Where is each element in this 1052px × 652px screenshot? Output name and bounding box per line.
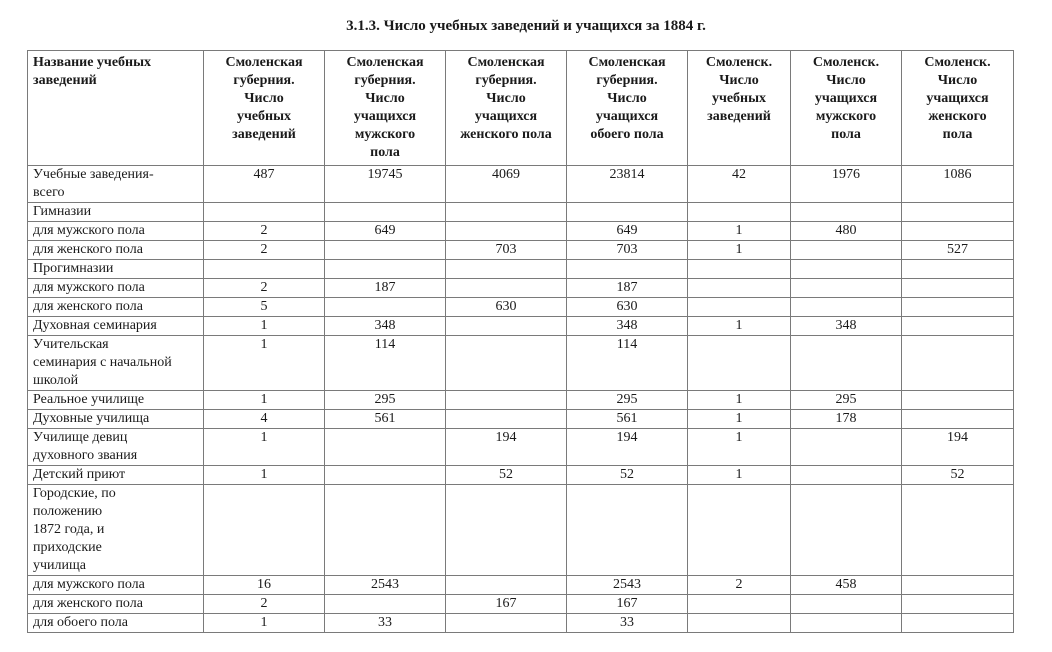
city-female-students-cell: 194 <box>902 429 1014 466</box>
city-male-students-cell <box>791 203 902 222</box>
gov-female-students-cell <box>446 576 567 595</box>
gov-female-students-cell: 52 <box>446 466 567 485</box>
gov-institutions-cell <box>204 203 325 222</box>
gov-female-students-cell: 4069 <box>446 166 567 203</box>
city-male-students-cell: 178 <box>791 410 902 429</box>
table-row <box>28 279 1014 298</box>
gov-institutions-cell: 4 <box>204 410 325 429</box>
gov-institutions-cell: 5 <box>204 298 325 317</box>
gov-female-students-cell: 194 <box>446 429 567 466</box>
gov-male-students-cell <box>325 260 446 279</box>
gov-all-students-cell: 2543 <box>567 576 688 595</box>
gov-all-students-cell <box>567 485 688 576</box>
city-institutions-cell <box>688 336 791 391</box>
city-female-students-cell <box>902 614 1014 633</box>
gov-male-students-cell: 187 <box>325 279 446 298</box>
table-row <box>28 595 1014 614</box>
city-male-students-cell <box>791 466 902 485</box>
gov-female-students-cell <box>446 222 567 241</box>
table-row <box>28 485 1014 576</box>
institution-name-cell: Духовные училища <box>28 410 204 429</box>
city-female-students-cell <box>902 260 1014 279</box>
city-institutions-cell <box>688 279 791 298</box>
city-institutions-cell: 42 <box>688 166 791 203</box>
city-female-students-cell: 527 <box>902 241 1014 260</box>
city-male-students-cell <box>791 614 902 633</box>
city-male-students-cell: 348 <box>791 317 902 336</box>
gov-male-students-cell: 649 <box>325 222 446 241</box>
table-row <box>28 241 1014 260</box>
city-female-students-cell: 1086 <box>902 166 1014 203</box>
gov-institutions-cell: 1 <box>204 614 325 633</box>
table-row <box>28 222 1014 241</box>
gov-female-students-cell <box>446 485 567 576</box>
table-row <box>28 166 1014 203</box>
table-row <box>28 576 1014 595</box>
institution-name-cell: для мужского пола <box>28 222 204 241</box>
gov-female-students-cell <box>446 336 567 391</box>
gov-all-students-cell: 52 <box>567 466 688 485</box>
gov-female-students-cell <box>446 317 567 336</box>
gov-female-students-cell <box>446 279 567 298</box>
city-male-students-cell: 458 <box>791 576 902 595</box>
gov-all-students-cell: 194 <box>567 429 688 466</box>
gov-all-students-cell: 295 <box>567 391 688 410</box>
institution-name-cell: Городские, по положению 1872 года, и приходские училища <box>28 485 204 576</box>
city-institutions-cell: 1 <box>688 241 791 260</box>
column-header-city-female-students: Смоленск. Число учащихся женского пола <box>902 51 1014 166</box>
gov-all-students-cell: 114 <box>567 336 688 391</box>
city-male-students-cell <box>791 429 902 466</box>
institution-name-cell: Гимназии <box>28 203 204 222</box>
column-header-gov-female-students: Смоленская губерния. Число учащихся женского пола <box>446 51 567 166</box>
gov-male-students-cell: 2543 <box>325 576 446 595</box>
city-female-students-cell <box>902 576 1014 595</box>
gov-institutions-cell: 2 <box>204 222 325 241</box>
gov-all-students-cell: 167 <box>567 595 688 614</box>
city-institutions-cell <box>688 260 791 279</box>
city-institutions-cell: 1 <box>688 410 791 429</box>
gov-female-students-cell <box>446 203 567 222</box>
city-female-students-cell <box>902 391 1014 410</box>
city-male-students-cell <box>791 485 902 576</box>
gov-all-students-cell <box>567 260 688 279</box>
gov-male-students-cell <box>325 485 446 576</box>
city-male-students-cell: 295 <box>791 391 902 410</box>
table-row <box>28 429 1014 466</box>
institution-name-cell: для мужского пола <box>28 279 204 298</box>
gov-male-students-cell: 295 <box>325 391 446 410</box>
gov-all-students-cell: 561 <box>567 410 688 429</box>
table-row <box>28 260 1014 279</box>
gov-institutions-cell <box>204 485 325 576</box>
gov-all-students-cell: 649 <box>567 222 688 241</box>
city-female-students-cell <box>902 336 1014 391</box>
gov-female-students-cell: 703 <box>446 241 567 260</box>
gov-male-students-cell <box>325 241 446 260</box>
city-institutions-cell <box>688 614 791 633</box>
city-female-students-cell <box>902 298 1014 317</box>
column-header-gov-institutions: Смоленская губерния. Число учебных заведений <box>204 51 325 166</box>
city-female-students-cell <box>902 317 1014 336</box>
gov-institutions-cell <box>204 260 325 279</box>
column-header-gov-all-students: Смоленская губерния. Число учащихся обоего пола <box>567 51 688 166</box>
city-institutions-cell: 1 <box>688 317 791 336</box>
institution-name-cell: для женского пола <box>28 595 204 614</box>
table-row <box>28 336 1014 391</box>
gov-male-students-cell <box>325 298 446 317</box>
city-male-students-cell <box>791 241 902 260</box>
gov-institutions-cell: 1 <box>204 466 325 485</box>
city-female-students-cell <box>902 222 1014 241</box>
gov-male-students-cell: 19745 <box>325 166 446 203</box>
column-header-city-institutions: Смоленск. Число учебных заведений <box>688 51 791 166</box>
city-male-students-cell <box>791 279 902 298</box>
institution-name-cell: Прогимназии <box>28 260 204 279</box>
table-row <box>28 317 1014 336</box>
institution-name-cell: для мужского пола <box>28 576 204 595</box>
gov-female-students-cell <box>446 410 567 429</box>
city-male-students-cell: 480 <box>791 222 902 241</box>
gov-all-students-cell: 703 <box>567 241 688 260</box>
city-male-students-cell <box>791 260 902 279</box>
city-institutions-cell: 2 <box>688 576 791 595</box>
page-title: 3.1.3. Число учебных заведений и учащихся за 1884 г. <box>346 18 706 34</box>
column-header-gov-male-students: Смоленская губерния. Число учащихся мужского пола <box>325 51 446 166</box>
city-male-students-cell: 1976 <box>791 166 902 203</box>
city-institutions-cell <box>688 203 791 222</box>
table-row <box>28 466 1014 485</box>
gov-male-students-cell <box>325 466 446 485</box>
city-female-students-cell: 52 <box>902 466 1014 485</box>
gov-female-students-cell: 630 <box>446 298 567 317</box>
gov-female-students-cell: 167 <box>446 595 567 614</box>
gov-institutions-cell: 2 <box>204 595 325 614</box>
city-female-students-cell <box>902 279 1014 298</box>
gov-institutions-cell: 1 <box>204 429 325 466</box>
city-female-students-cell <box>902 410 1014 429</box>
gov-male-students-cell: 114 <box>325 336 446 391</box>
table-row <box>28 298 1014 317</box>
gov-all-students-cell: 33 <box>567 614 688 633</box>
institution-name-cell: Учительская семинария с начальной школой <box>28 336 204 391</box>
institution-name-cell: Реальное училище <box>28 391 204 410</box>
gov-female-students-cell <box>446 614 567 633</box>
institution-name-cell: для обоего пола <box>28 614 204 633</box>
statistics-table <box>27 50 1014 633</box>
gov-all-students-cell: 23814 <box>567 166 688 203</box>
gov-male-students-cell <box>325 595 446 614</box>
city-institutions-cell: 1 <box>688 222 791 241</box>
gov-institutions-cell: 16 <box>204 576 325 595</box>
gov-male-students-cell <box>325 429 446 466</box>
institution-name-cell: Духовная семинария <box>28 317 204 336</box>
header-row <box>28 51 1014 166</box>
city-institutions-cell <box>688 298 791 317</box>
city-female-students-cell <box>902 203 1014 222</box>
gov-female-students-cell <box>446 260 567 279</box>
city-institutions-cell <box>688 485 791 576</box>
city-male-students-cell <box>791 298 902 317</box>
table-row <box>28 391 1014 410</box>
city-female-students-cell <box>902 485 1014 576</box>
city-male-students-cell <box>791 336 902 391</box>
gov-male-students-cell <box>325 203 446 222</box>
column-header-city-male-students: Смоленск. Число учащихся мужского пола <box>791 51 902 166</box>
gov-male-students-cell: 33 <box>325 614 446 633</box>
institution-name-cell: Училище девиц духовного звания <box>28 429 204 466</box>
gov-institutions-cell: 2 <box>204 279 325 298</box>
table-body <box>28 166 1014 633</box>
city-institutions-cell: 1 <box>688 466 791 485</box>
city-male-students-cell <box>791 595 902 614</box>
gov-male-students-cell: 561 <box>325 410 446 429</box>
gov-all-students-cell: 187 <box>567 279 688 298</box>
institution-name-cell: для женского пола <box>28 241 204 260</box>
table-row <box>28 614 1014 633</box>
table-row <box>28 203 1014 222</box>
gov-male-students-cell: 348 <box>325 317 446 336</box>
gov-institutions-cell: 1 <box>204 336 325 391</box>
institution-name-cell: для женского пола <box>28 298 204 317</box>
institution-name-cell: Учебные заведения- всего <box>28 166 204 203</box>
gov-all-students-cell: 348 <box>567 317 688 336</box>
city-female-students-cell <box>902 595 1014 614</box>
city-institutions-cell <box>688 595 791 614</box>
gov-institutions-cell: 1 <box>204 317 325 336</box>
gov-all-students-cell <box>567 203 688 222</box>
gov-all-students-cell: 630 <box>567 298 688 317</box>
city-institutions-cell: 1 <box>688 391 791 410</box>
gov-institutions-cell: 1 <box>204 391 325 410</box>
column-header-name: Название учебных заведений <box>28 51 204 166</box>
gov-female-students-cell <box>446 391 567 410</box>
institution-name-cell: Детский приют <box>28 466 204 485</box>
city-institutions-cell: 1 <box>688 429 791 466</box>
table-row <box>28 410 1014 429</box>
gov-institutions-cell: 487 <box>204 166 325 203</box>
gov-institutions-cell: 2 <box>204 241 325 260</box>
